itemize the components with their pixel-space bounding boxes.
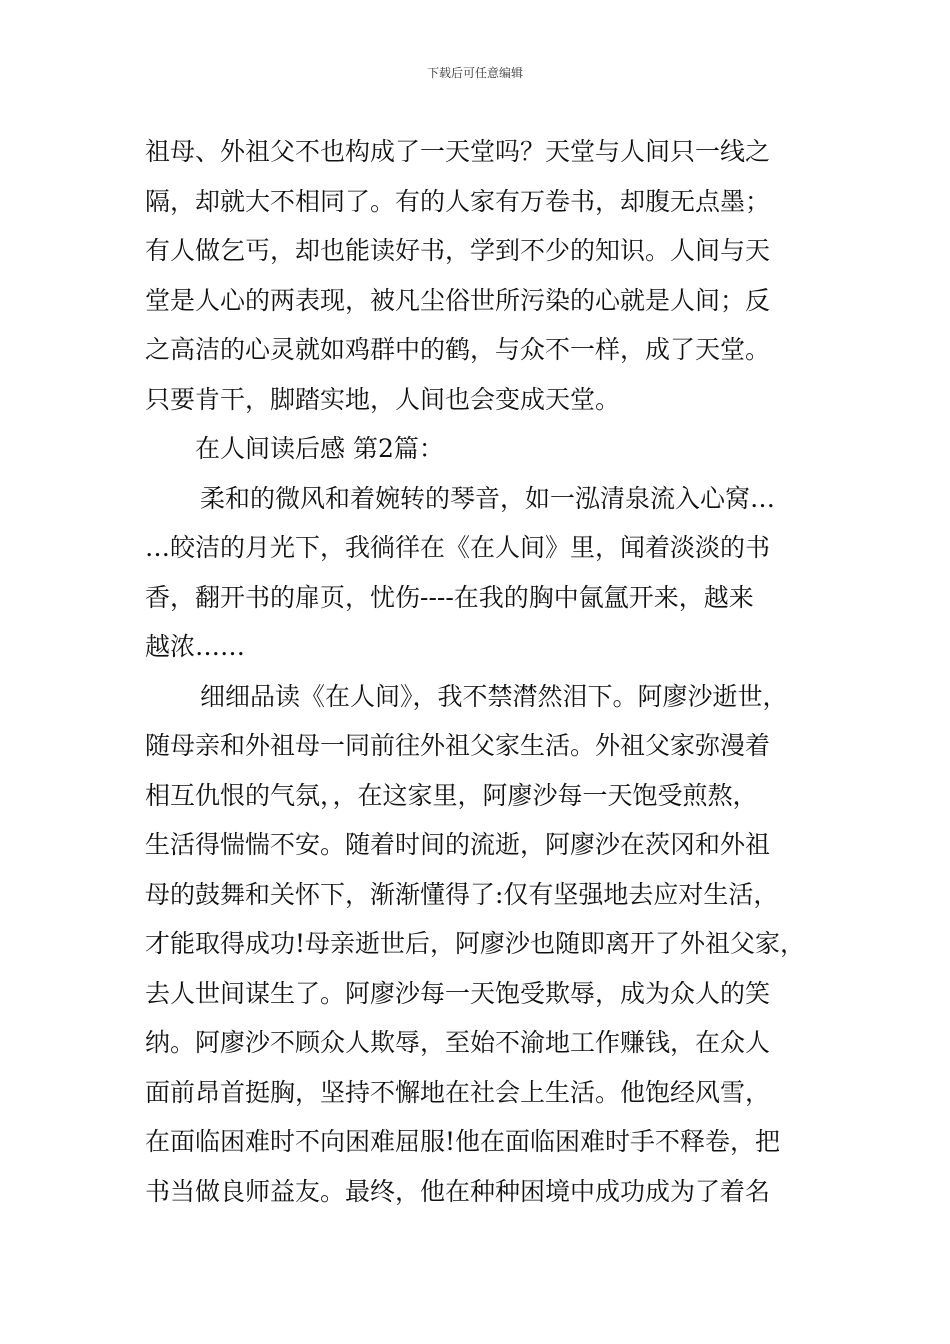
section-heading: 在人间读后感 第2篇： (195, 434, 444, 463)
text-line: 生活得惴惴不安。随着时间的流逝，阿廖沙在茨冈和外祖 (145, 830, 771, 859)
text-line: 越浓…… (145, 632, 246, 661)
text-line: 香，翻开书的扉页，忧伤----在我的胸中氤氲开来，越来 (145, 582, 754, 612)
text-line: 相互仇恨的气氛，，在这家里，阿廖沙每一天饱受煎熬， (145, 780, 758, 810)
text-line: 在面临困难时不向困难屈服!他在面临困难时手不释卷，把 (145, 1127, 781, 1156)
text-line: 母的鼓舞和关怀下，渐渐懂得了:仅有坚强地去应对生活， (145, 879, 779, 909)
text-line: 面前昂首挺胸，坚持不懈地在社会上生活。他饱经风雪， (145, 1077, 771, 1107)
text-line: 纳。阿廖沙不顾众人欺辱，至始不渝地工作赚钱，在众人 (145, 1028, 771, 1057)
text-line: 隔，却就大不相同了。有的人家有万卷书，却腹无点墨； (145, 186, 771, 216)
text-line: 才能取得成功!母亲逝世后，阿廖沙也随即离开了外祖父家， (145, 929, 806, 958)
text-line: 随母亲和外祖母一同前往外祖父家生活。外祖父家弥漫着 (145, 731, 771, 760)
body-text (145, 127, 845, 1216)
text-line: 细细品读《在人间》，我不禁潸然泪下。阿廖沙逝世， (200, 681, 788, 711)
text-line: …皎洁的月光下，我徜徉在《在人间》里，闻着淡淡的书 (145, 533, 771, 562)
text-line: 书当做良师益友。最终，他在种种困境中成功成为了着名 (145, 1176, 771, 1206)
text-line: 堂是人心的两表现，被凡尘俗世所污染的心就是人间；反 (145, 285, 771, 315)
text-line: 祖母、外祖父不也构成了一天堂吗？天堂与人间只一线之 (145, 137, 771, 166)
text-line: 柔和的微风和着婉转的琴音，如一泓清泉流入心窝… (200, 483, 776, 513)
page-header: 下载后可任意编辑 (426, 66, 523, 80)
text-line: 去人世间谋生了。阿廖沙每一天饱受欺辱，成为众人的笑 (145, 978, 771, 1008)
text-line: 只要肯干，脚踏实地，人间也会变成天堂。 (145, 384, 621, 414)
text-line: 之高洁的心灵就如鸡群中的鹤，与众不一样，成了天堂。 (145, 335, 771, 364)
text-line: 有人做乞丐，却也能读好书，学到不少的知识。人间与天 (145, 236, 771, 265)
